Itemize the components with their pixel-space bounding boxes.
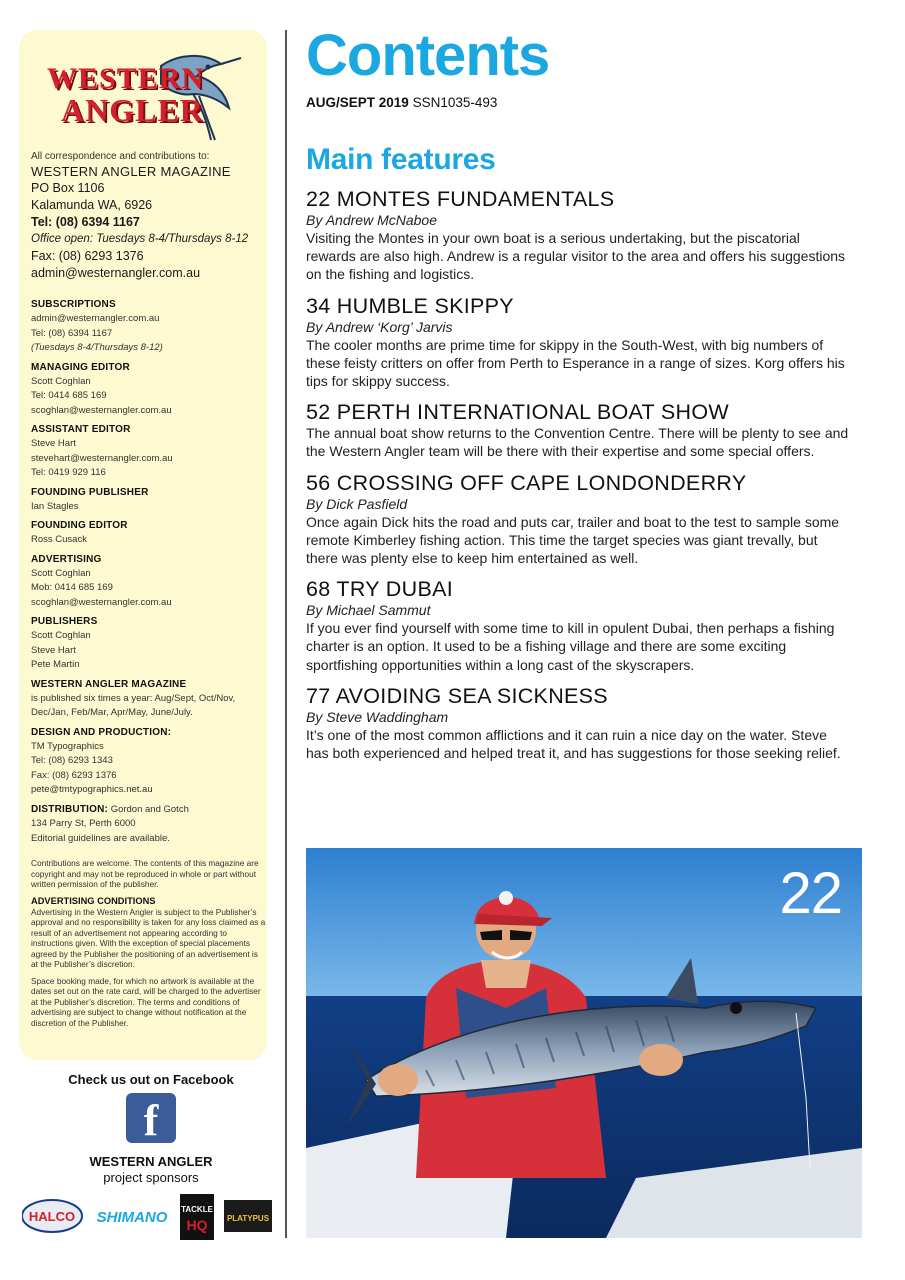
section-publication-schedule xyxy=(31,678,263,721)
contact-tel: Tel: (08) 6394 1167 xyxy=(31,215,140,229)
article-title[interactable]: 56 CROSSING OFF CAPE LONDONDERRY xyxy=(306,470,747,495)
section-line: Scott Coghlan xyxy=(31,375,91,387)
article-title[interactable]: 77 AVOIDING SEA SICKNESS xyxy=(306,683,608,708)
contact-hours: Office open: Tuesdays 8-4/Thursdays 8-12 xyxy=(31,233,249,245)
contact-block xyxy=(31,150,261,282)
section-founding-editor xyxy=(31,519,263,548)
section-line: Steve Hart xyxy=(31,438,76,449)
distribution-value: Gordon and Gotch xyxy=(110,803,189,815)
article-author: By Andrew McNaboe xyxy=(306,212,437,228)
section-heading: FOUNDING PUBLISHER xyxy=(31,486,149,498)
section-line: (Tuesdays 8-4/Thursdays 8-12) xyxy=(31,342,163,353)
section-line: Fax: (08) 6293 1376 xyxy=(31,769,117,781)
section-line: Editorial guidelines are available. xyxy=(31,832,170,844)
fine-print xyxy=(31,858,267,1034)
section-line: Ian Stagles xyxy=(31,500,79,512)
section-line: Tel: (08) 6293 1343 xyxy=(31,755,113,766)
article-title[interactable]: 68 TRY DUBAI xyxy=(306,577,454,602)
section-heading: SUBSCRIPTIONS xyxy=(31,299,116,310)
contact-title: WESTERN ANGLER MAGAZINE xyxy=(31,164,231,179)
section-line: Tel: 0419 929 116 xyxy=(31,467,106,478)
copyright-notice: Contributions are welcome. The contents of this magazine are copyright and may not be reproduced in whole or part without written permission of the publisher. xyxy=(31,858,259,889)
contact-fax: Fax: (08) 6293 1376 xyxy=(31,249,144,263)
section-line[interactable]: admin@westernangler.com.au xyxy=(31,313,160,324)
article-description: The annual boat show returns to the Convention Centre. There will be plenty to see and the Western Angler team will be there with their expertise and some special offers. xyxy=(306,425,849,460)
section-line: Tel: 0414 685 169 xyxy=(31,390,107,401)
section-heading: MANAGING EDITOR xyxy=(31,361,130,373)
section-heading: FOUNDING EDITOR xyxy=(31,520,128,531)
space-booking-text: Space booking made, for which no artwork is available at the dates set out on the rate card, will be charged to the advertiser at the Publisher’s discretion. The terms and conditions of advertising are subject to change without notification at the discretion of the Publisher. xyxy=(31,975,261,1028)
section-line: is published six times a year: Aug/Sept, Oct/Nov, xyxy=(31,692,236,704)
sponsor-logos xyxy=(22,1194,282,1240)
contact-address-1: PO Box 1106 xyxy=(31,181,105,195)
section-heading: ADVERTISING xyxy=(31,553,102,565)
article-description: Visiting the Montes in your own boat is a serious undertaking, but the piscatorial rewards are also high. Andrew is a regular visitor to the area and offers his suggestions on the fishing and logistics. xyxy=(306,230,846,283)
section-line: TM Typographics xyxy=(31,740,104,752)
article-author: By Michael Sammut xyxy=(306,602,431,619)
section-heading: PUBLISHERS xyxy=(31,616,98,627)
page-title: Contents xyxy=(306,23,550,88)
sponsors-heading xyxy=(20,1154,282,1186)
section-subscriptions xyxy=(31,298,263,356)
contact-address-2: Kalamunda WA, 6926 xyxy=(31,198,153,212)
section-heading: DESIGN AND PRODUCTION: xyxy=(31,726,172,738)
article-entry[interactable] xyxy=(306,577,866,674)
staff-list xyxy=(31,298,263,851)
section-distribution xyxy=(31,803,263,847)
section-line: Steve Hart xyxy=(31,644,76,656)
section-line[interactable]: scoghlan@westernangler.com.au xyxy=(31,404,172,416)
feature-photo[interactable] xyxy=(306,848,862,1238)
contact-intro: All correspondence and contributions to: xyxy=(31,151,210,162)
article-description: It’s one of the most common afflictions and it can ruin a nice day on the water. Steve has both experienced and helped treat it, and has suggestions for those seeking relief. xyxy=(306,726,841,762)
article-entry[interactable] xyxy=(306,294,866,391)
section-line[interactable]: stevehart@westernangler.com.au xyxy=(31,452,173,464)
western-angler-logo xyxy=(43,36,243,146)
article-entry[interactable] xyxy=(306,400,866,460)
page-number-overlay: 22 xyxy=(779,861,842,926)
section-advertising xyxy=(31,553,263,611)
article-description: Once again Dick hits the road and puts car, trailer and boat to the test to sample some remote Kimberley fishing action. This time the target species was giant trevally, but there was plenty else to keep him entertained as well. xyxy=(306,513,840,567)
article-author: By Dick Pasfield xyxy=(306,495,408,512)
issue-line xyxy=(306,94,866,111)
section-heading: WESTERN ANGLER MAGAZINE xyxy=(31,678,187,690)
section-line: 134 Parry St, Perth 6000 xyxy=(31,818,136,829)
article-description: The cooler months are prime time for skippy in the South-West, with big numbers of these feisty critters on offer from Perth to Esperance in a range of sizes. Korg offers his tips for skippy success. xyxy=(306,336,845,390)
section-line[interactable]: scoghlan@westernangler.com.au xyxy=(31,596,172,608)
section-managing-editor xyxy=(31,361,263,419)
sponsors-subtitle: project sponsors xyxy=(103,1170,199,1185)
article-author: By Steve Waddingham xyxy=(306,708,449,725)
section-line: Scott Coghlan xyxy=(31,567,91,579)
advertising-conditions-text: Advertising in the Western Angler is subject to the Publisher’s approval and no responsibility is taken for any loss claimed as a result of an advertisement not appearing according to instructions given. With the exception of special placements agreed by the Publisher the positioning of an advertisement is at the Publisher’s discretion. xyxy=(31,906,266,969)
section-line: Tel: (08) 6394 1167 xyxy=(31,327,113,339)
section-line: Ross Cusack xyxy=(31,534,87,545)
contact-email[interactable]: admin@westernangler.com.au xyxy=(31,266,201,280)
sponsor-logos-graphic xyxy=(22,1194,282,1240)
facebook-icon[interactable]: f xyxy=(126,1093,176,1143)
article-entry[interactable] xyxy=(306,471,866,568)
distribution-heading: DISTRIBUTION: xyxy=(31,803,109,815)
section-line[interactable]: pete@tmtypographics.net.au xyxy=(31,784,153,795)
section-line: Dec/Jan, Feb/Mar, Apr/May, June/July. xyxy=(31,707,193,718)
logo-word-angler: ANGLER xyxy=(61,92,204,128)
column-divider xyxy=(285,30,287,1238)
facebook-heading: Check us out on Facebook xyxy=(68,1072,234,1087)
hq-logo-line: HQ xyxy=(186,1217,208,1233)
tackle-logo-line: TACKLE xyxy=(181,1205,213,1214)
article-author: By Andrew ‘Korg’ Jarvis xyxy=(306,318,453,335)
section-heading: ASSISTANT EDITOR xyxy=(31,424,131,435)
halco-logo: HALCO xyxy=(28,1209,76,1224)
section-line: Scott Coghlan xyxy=(31,630,91,641)
shimano-logo: SHIMANO xyxy=(96,1209,168,1226)
sidebar-panel xyxy=(19,30,267,1060)
section-line: Mob: 0414 685 169 xyxy=(31,582,113,593)
section-publishers xyxy=(31,615,263,673)
logo-word-western: WESTERN xyxy=(47,62,205,95)
article-entry[interactable] xyxy=(306,187,866,284)
section-heading-main-features: Main features xyxy=(306,143,496,176)
advertising-conditions-heading: ADVERTISING CONDITIONS xyxy=(31,895,156,906)
section-assistant-editor xyxy=(31,423,263,481)
article-description: If you ever find yourself with some time to kill in opulent Dubai, then perhaps a fishing charter is an option. It used to be a fishing village and there are some exciting sportfishing opportunities within a long cast of the skyscrapers. xyxy=(306,620,835,673)
article-entry[interactable] xyxy=(306,684,866,762)
distribution-line xyxy=(31,803,263,818)
platypus-logo: PLATYPUS xyxy=(226,1214,270,1223)
sponsors-title: WESTERN ANGLER xyxy=(89,1154,213,1169)
issue-date: AUG/SEPT 2019 xyxy=(306,95,409,110)
section-design-production xyxy=(31,726,263,798)
section-line: Pete Martin xyxy=(31,659,80,670)
main-column xyxy=(306,24,866,762)
issn: SSN1035-493 xyxy=(412,95,498,110)
article-title[interactable]: 34 HUMBLE SKIPPY xyxy=(306,293,514,318)
article-title[interactable]: 52 PERTH INTERNATIONAL BOAT SHOW xyxy=(306,400,729,425)
article-title[interactable]: 22 MONTES FUNDAMENTALS xyxy=(306,187,615,211)
section-founding-publisher xyxy=(31,486,263,515)
